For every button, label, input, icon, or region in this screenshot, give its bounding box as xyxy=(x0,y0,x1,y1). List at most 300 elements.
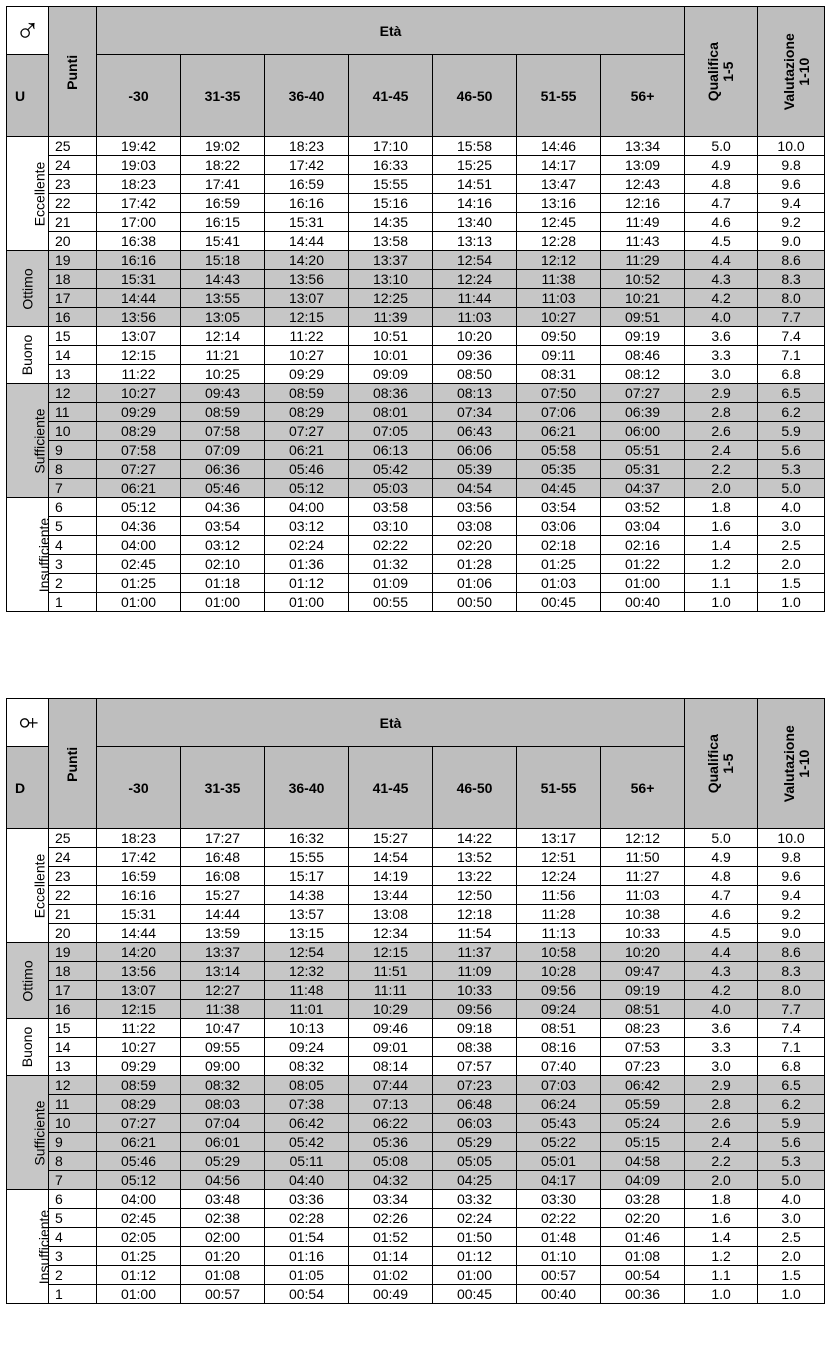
valutazione-cell: 3.0 xyxy=(758,517,825,536)
time-cell: 11:51 xyxy=(349,962,433,981)
qualifica-cell: 1.0 xyxy=(685,593,758,612)
time-cell: 09:47 xyxy=(601,962,685,981)
valutazione-cell: 6.2 xyxy=(758,1095,825,1114)
time-cell: 14:44 xyxy=(181,905,265,924)
table-row xyxy=(7,574,825,593)
time-cell: 12:25 xyxy=(349,289,433,308)
time-cell: 13:34 xyxy=(601,137,685,156)
points-cell: 23 xyxy=(49,867,97,886)
time-cell: 12:51 xyxy=(517,848,601,867)
time-cell: 03:08 xyxy=(433,517,517,536)
time-cell: 02:18 xyxy=(517,536,601,555)
time-cell: 01:08 xyxy=(601,1247,685,1266)
points-cell: 9 xyxy=(49,1133,97,1152)
male-symbol-icon: ♂ xyxy=(14,11,41,50)
time-cell: 01:32 xyxy=(349,555,433,574)
time-cell: 11:29 xyxy=(601,251,685,270)
time-cell: 04:40 xyxy=(265,1171,349,1190)
time-cell: 10:25 xyxy=(181,365,265,384)
time-cell: 15:55 xyxy=(265,848,349,867)
time-cell: 01:36 xyxy=(265,555,349,574)
time-cell: 13:07 xyxy=(97,981,181,1000)
time-cell: 08:51 xyxy=(517,1019,601,1038)
category-label: Buono xyxy=(7,327,49,384)
time-cell: 06:39 xyxy=(601,403,685,422)
time-cell: 11:27 xyxy=(601,867,685,886)
time-cell: 11:39 xyxy=(349,308,433,327)
time-cell: 01:20 xyxy=(181,1247,265,1266)
time-cell: 03:28 xyxy=(601,1190,685,1209)
time-cell: 16:59 xyxy=(97,867,181,886)
time-cell: 15:17 xyxy=(265,867,349,886)
table-row xyxy=(7,270,825,289)
time-cell: 01:25 xyxy=(97,1247,181,1266)
time-cell: 01:16 xyxy=(265,1247,349,1266)
time-cell: 18:23 xyxy=(97,175,181,194)
qualifica-cell: 4.7 xyxy=(685,886,758,905)
age-group-header: 46-50 xyxy=(433,747,517,829)
points-cell: 23 xyxy=(49,175,97,194)
qualifica-cell: 2.2 xyxy=(685,1152,758,1171)
time-cell: 03:48 xyxy=(181,1190,265,1209)
table-row xyxy=(7,1228,825,1247)
time-cell: 11:03 xyxy=(433,308,517,327)
table-row xyxy=(7,1000,825,1019)
qualifica-cell: 4.7 xyxy=(685,194,758,213)
time-cell: 05:29 xyxy=(181,1152,265,1171)
time-cell: 00:54 xyxy=(265,1285,349,1304)
age-header: Età xyxy=(97,699,685,747)
time-cell: 07:27 xyxy=(601,384,685,403)
time-cell: 01:18 xyxy=(181,574,265,593)
valutazione-cell: 6.5 xyxy=(758,384,825,403)
points-cell: 2 xyxy=(49,1266,97,1285)
qualifica-cell: 1.1 xyxy=(685,574,758,593)
time-cell: 10:27 xyxy=(265,346,349,365)
qualifica-cell: 4.0 xyxy=(685,308,758,327)
time-cell: 11:38 xyxy=(517,270,601,289)
time-cell: 02:28 xyxy=(265,1209,349,1228)
time-cell: 09:19 xyxy=(601,327,685,346)
time-cell: 02:10 xyxy=(181,555,265,574)
table-row xyxy=(7,441,825,460)
time-cell: 02:24 xyxy=(433,1209,517,1228)
qualifica-cell: 1.6 xyxy=(685,517,758,536)
table-row xyxy=(7,308,825,327)
time-cell: 09:09 xyxy=(349,365,433,384)
table-row xyxy=(7,1190,825,1209)
time-cell: 01:22 xyxy=(601,555,685,574)
time-cell: 08:32 xyxy=(181,1076,265,1095)
time-cell: 09:29 xyxy=(97,403,181,422)
time-cell: 01:12 xyxy=(97,1266,181,1285)
table-row xyxy=(7,403,825,422)
table-row xyxy=(7,1076,825,1095)
qualifica-cell: 4.9 xyxy=(685,848,758,867)
qualifica-cell: 4.5 xyxy=(685,924,758,943)
time-cell: 04:37 xyxy=(601,479,685,498)
valutazione-cell: 6.8 xyxy=(758,1057,825,1076)
time-cell: 07:03 xyxy=(517,1076,601,1095)
points-cell: 3 xyxy=(49,1247,97,1266)
time-cell: 17:42 xyxy=(265,156,349,175)
time-cell: 11:43 xyxy=(601,232,685,251)
time-cell: 18:23 xyxy=(97,829,181,848)
valutazione-cell: 1.5 xyxy=(758,1266,825,1285)
points-cell: 13 xyxy=(49,365,97,384)
points-cell: 3 xyxy=(49,555,97,574)
time-cell: 08:01 xyxy=(349,403,433,422)
valutazione-cell: 9.4 xyxy=(758,194,825,213)
time-cell: 11:38 xyxy=(181,1000,265,1019)
time-cell: 10:27 xyxy=(97,1038,181,1057)
time-cell: 15:27 xyxy=(349,829,433,848)
table-row xyxy=(7,194,825,213)
time-cell: 05:11 xyxy=(265,1152,349,1171)
time-cell: 13:13 xyxy=(433,232,517,251)
time-cell: 15:25 xyxy=(433,156,517,175)
qualifica-cell: 4.3 xyxy=(685,270,758,289)
time-cell: 05:05 xyxy=(433,1152,517,1171)
table-row xyxy=(7,213,825,232)
time-cell: 12:15 xyxy=(97,1000,181,1019)
qualifica-cell: 4.3 xyxy=(685,962,758,981)
qualifica-cell: 2.6 xyxy=(685,1114,758,1133)
time-cell: 11:54 xyxy=(433,924,517,943)
time-cell: 06:36 xyxy=(181,460,265,479)
points-cell: 17 xyxy=(49,981,97,1000)
time-cell: 10:01 xyxy=(349,346,433,365)
time-cell: 05:08 xyxy=(349,1152,433,1171)
qualifica-cell: 1.1 xyxy=(685,1266,758,1285)
time-cell: 06:42 xyxy=(601,1076,685,1095)
time-cell: 03:52 xyxy=(601,498,685,517)
time-cell: 08:46 xyxy=(601,346,685,365)
time-cell: 09:24 xyxy=(265,1038,349,1057)
qualifica-cell: 2.0 xyxy=(685,1171,758,1190)
time-cell: 12:50 xyxy=(433,886,517,905)
qualifica-cell: 1.8 xyxy=(685,1190,758,1209)
male-score-table xyxy=(6,6,825,612)
time-cell: 11:03 xyxy=(601,886,685,905)
table-row xyxy=(7,479,825,498)
valutazione-cell: 8.6 xyxy=(758,251,825,270)
time-cell: 15:55 xyxy=(349,175,433,194)
time-cell: 11:01 xyxy=(265,1000,349,1019)
points-cell: 13 xyxy=(49,1057,97,1076)
points-cell: 18 xyxy=(49,962,97,981)
qualifica-cell: 4.6 xyxy=(685,213,758,232)
time-cell: 08:51 xyxy=(601,1000,685,1019)
valutazione-cell: 1.0 xyxy=(758,593,825,612)
qualifica-cell: 1.8 xyxy=(685,498,758,517)
valutazione-cell: 1.0 xyxy=(758,1285,825,1304)
time-cell: 09:36 xyxy=(433,346,517,365)
time-cell: 09:46 xyxy=(349,1019,433,1038)
time-cell: 07:40 xyxy=(517,1057,601,1076)
time-cell: 11:37 xyxy=(433,943,517,962)
time-cell: 09:18 xyxy=(433,1019,517,1038)
time-cell: 01:00 xyxy=(433,1266,517,1285)
time-cell: 13:14 xyxy=(181,962,265,981)
time-cell: 01:00 xyxy=(601,574,685,593)
time-cell: 02:24 xyxy=(265,536,349,555)
points-cell: 18 xyxy=(49,270,97,289)
table-row xyxy=(7,1152,825,1171)
time-cell: 08:13 xyxy=(433,384,517,403)
category-label: Eccellente xyxy=(7,137,49,251)
time-cell: 08:59 xyxy=(181,403,265,422)
time-cell: 11:22 xyxy=(97,365,181,384)
time-cell: 08:29 xyxy=(97,1095,181,1114)
valutazione-cell: 7.4 xyxy=(758,327,825,346)
table-row xyxy=(7,867,825,886)
time-cell: 19:02 xyxy=(181,137,265,156)
time-cell: 15:31 xyxy=(265,213,349,232)
time-cell: 12:27 xyxy=(181,981,265,1000)
qualifica-cell: 1.2 xyxy=(685,1247,758,1266)
table-row xyxy=(7,422,825,441)
time-cell: 14:17 xyxy=(517,156,601,175)
time-cell: 00:45 xyxy=(517,593,601,612)
age-group-header: -30 xyxy=(97,55,181,137)
time-cell: 03:30 xyxy=(517,1190,601,1209)
table-row xyxy=(7,1114,825,1133)
points-cell: 10 xyxy=(49,422,97,441)
table-row xyxy=(7,1019,825,1038)
time-cell: 02:20 xyxy=(601,1209,685,1228)
age-group-header: 51-55 xyxy=(517,55,601,137)
time-cell: 05:43 xyxy=(517,1114,601,1133)
time-cell: 06:22 xyxy=(349,1114,433,1133)
points-cell: 25 xyxy=(49,829,97,848)
time-cell: 06:13 xyxy=(349,441,433,460)
time-cell: 07:05 xyxy=(349,422,433,441)
time-cell: 01:10 xyxy=(517,1247,601,1266)
time-cell: 06:42 xyxy=(265,1114,349,1133)
time-cell: 13:07 xyxy=(265,289,349,308)
time-cell: 14:46 xyxy=(517,137,601,156)
table-row xyxy=(7,175,825,194)
time-cell: 15:58 xyxy=(433,137,517,156)
points-cell: 4 xyxy=(49,536,97,555)
time-cell: 11:22 xyxy=(265,327,349,346)
points-cell: 25 xyxy=(49,137,97,156)
points-cell: 19 xyxy=(49,943,97,962)
points-cell: 21 xyxy=(49,905,97,924)
valutazione-cell: 7.7 xyxy=(758,308,825,327)
qualifica-cell: 2.8 xyxy=(685,1095,758,1114)
points-cell: 8 xyxy=(49,460,97,479)
time-cell: 13:22 xyxy=(433,867,517,886)
valutazione-cell: 9.8 xyxy=(758,156,825,175)
valutazione-header: Valutazione 1-10 xyxy=(758,699,825,829)
table-row xyxy=(7,1095,825,1114)
qualifica-header: Qualifica 1-5 xyxy=(685,7,758,137)
valutazione-cell: 5.0 xyxy=(758,1171,825,1190)
time-cell: 17:00 xyxy=(97,213,181,232)
time-cell: 02:20 xyxy=(433,536,517,555)
time-cell: 06:43 xyxy=(433,422,517,441)
valutazione-cell: 9.2 xyxy=(758,905,825,924)
qualifica-cell: 2.9 xyxy=(685,384,758,403)
points-cell: 15 xyxy=(49,1019,97,1038)
table-row xyxy=(7,1038,825,1057)
table-row xyxy=(7,593,825,612)
time-cell: 08:03 xyxy=(181,1095,265,1114)
time-cell: 12:32 xyxy=(265,962,349,981)
time-cell: 12:54 xyxy=(433,251,517,270)
time-cell: 05:01 xyxy=(517,1152,601,1171)
age-group-header: 56+ xyxy=(601,747,685,829)
time-cell: 11:21 xyxy=(181,346,265,365)
valutazione-cell: 1.5 xyxy=(758,574,825,593)
points-cell: 11 xyxy=(49,1095,97,1114)
time-cell: 10:21 xyxy=(601,289,685,308)
age-group-header: 56+ xyxy=(601,55,685,137)
table-row xyxy=(7,1171,825,1190)
points-cell: 22 xyxy=(49,194,97,213)
qualifica-header: Qualifica 1-5 xyxy=(685,699,758,829)
time-cell: 07:04 xyxy=(181,1114,265,1133)
time-cell: 12:12 xyxy=(601,829,685,848)
time-cell: 08:05 xyxy=(265,1076,349,1095)
points-cell: 9 xyxy=(49,441,97,460)
valutazione-cell: 5.6 xyxy=(758,1133,825,1152)
time-cell: 13:17 xyxy=(517,829,601,848)
time-cell: 15:16 xyxy=(349,194,433,213)
time-cell: 16:16 xyxy=(97,886,181,905)
table-row xyxy=(7,460,825,479)
time-cell: 14:20 xyxy=(97,943,181,962)
time-cell: 03:12 xyxy=(265,517,349,536)
time-cell: 06:03 xyxy=(433,1114,517,1133)
qualifica-cell: 1.6 xyxy=(685,1209,758,1228)
points-cell: 5 xyxy=(49,517,97,536)
category-label: Insufficiente xyxy=(7,498,49,612)
points-cell: 6 xyxy=(49,1190,97,1209)
time-cell: 14:38 xyxy=(265,886,349,905)
time-cell: 08:23 xyxy=(601,1019,685,1038)
valutazione-cell: 8.0 xyxy=(758,981,825,1000)
points-cell: 14 xyxy=(49,1038,97,1057)
time-cell: 08:59 xyxy=(97,1076,181,1095)
time-cell: 01:08 xyxy=(181,1266,265,1285)
time-cell: 10:20 xyxy=(433,327,517,346)
time-cell: 04:00 xyxy=(97,536,181,555)
points-cell: 19 xyxy=(49,251,97,270)
points-cell: 20 xyxy=(49,924,97,943)
table-row xyxy=(7,536,825,555)
time-cell: 02:45 xyxy=(97,555,181,574)
valutazione-cell: 8.3 xyxy=(758,962,825,981)
valutazione-cell: 5.9 xyxy=(758,422,825,441)
time-cell: 03:58 xyxy=(349,498,433,517)
time-cell: 07:23 xyxy=(601,1057,685,1076)
time-cell: 01:00 xyxy=(97,593,181,612)
time-cell: 01:52 xyxy=(349,1228,433,1247)
time-cell: 00:55 xyxy=(349,593,433,612)
qualifica-cell: 4.4 xyxy=(685,943,758,962)
time-cell: 12:43 xyxy=(601,175,685,194)
time-cell: 01:28 xyxy=(433,555,517,574)
time-cell: 15:31 xyxy=(97,270,181,289)
time-cell: 16:38 xyxy=(97,232,181,251)
time-cell: 14:20 xyxy=(265,251,349,270)
time-cell: 04:54 xyxy=(433,479,517,498)
points-cell: 24 xyxy=(49,848,97,867)
time-cell: 01:54 xyxy=(265,1228,349,1247)
time-cell: 01:05 xyxy=(265,1266,349,1285)
time-cell: 13:37 xyxy=(349,251,433,270)
time-cell: 11:09 xyxy=(433,962,517,981)
time-cell: 03:32 xyxy=(433,1190,517,1209)
time-cell: 02:16 xyxy=(601,536,685,555)
time-cell: 14:19 xyxy=(349,867,433,886)
time-cell: 13:55 xyxy=(181,289,265,308)
time-cell: 09:29 xyxy=(97,1057,181,1076)
category-label: Ottimo xyxy=(7,943,49,1019)
time-cell: 10:13 xyxy=(265,1019,349,1038)
table-row xyxy=(7,886,825,905)
time-cell: 00:54 xyxy=(601,1266,685,1285)
time-cell: 07:27 xyxy=(97,1114,181,1133)
time-cell: 00:57 xyxy=(181,1285,265,1304)
time-cell: 05:46 xyxy=(181,479,265,498)
time-cell: 14:54 xyxy=(349,848,433,867)
time-cell: 10:27 xyxy=(97,384,181,403)
time-cell: 09:56 xyxy=(433,1000,517,1019)
valutazione-cell: 8.6 xyxy=(758,943,825,962)
qualifica-cell: 3.3 xyxy=(685,1038,758,1057)
time-cell: 11:44 xyxy=(433,289,517,308)
table-row xyxy=(7,555,825,574)
points-cell: 4 xyxy=(49,1228,97,1247)
table-row xyxy=(7,1057,825,1076)
time-cell: 00:45 xyxy=(433,1285,517,1304)
qualifica-cell: 3.0 xyxy=(685,365,758,384)
qualifica-cell: 4.2 xyxy=(685,289,758,308)
time-cell: 05:31 xyxy=(601,460,685,479)
time-cell: 15:18 xyxy=(181,251,265,270)
table-row xyxy=(7,346,825,365)
time-cell: 18:22 xyxy=(181,156,265,175)
table-row xyxy=(7,365,825,384)
time-cell: 10:28 xyxy=(517,962,601,981)
table-row xyxy=(7,251,825,270)
qualifica-cell: 3.3 xyxy=(685,346,758,365)
time-cell: 06:06 xyxy=(433,441,517,460)
time-cell: 05:35 xyxy=(517,460,601,479)
time-cell: 01:12 xyxy=(433,1247,517,1266)
qualifica-cell: 1.4 xyxy=(685,536,758,555)
time-cell: 05:39 xyxy=(433,460,517,479)
time-cell: 08:38 xyxy=(433,1038,517,1057)
gender-symbol-cell xyxy=(7,7,49,55)
time-cell: 15:41 xyxy=(181,232,265,251)
time-cell: 07:27 xyxy=(265,422,349,441)
time-cell: 04:32 xyxy=(349,1171,433,1190)
points-cell: 16 xyxy=(49,308,97,327)
table-row xyxy=(7,905,825,924)
time-cell: 12:28 xyxy=(517,232,601,251)
time-cell: 13:59 xyxy=(181,924,265,943)
valutazione-cell: 7.4 xyxy=(758,1019,825,1038)
time-cell: 16:59 xyxy=(181,194,265,213)
table-row xyxy=(7,289,825,308)
time-cell: 08:50 xyxy=(433,365,517,384)
time-cell: 07:34 xyxy=(433,403,517,422)
